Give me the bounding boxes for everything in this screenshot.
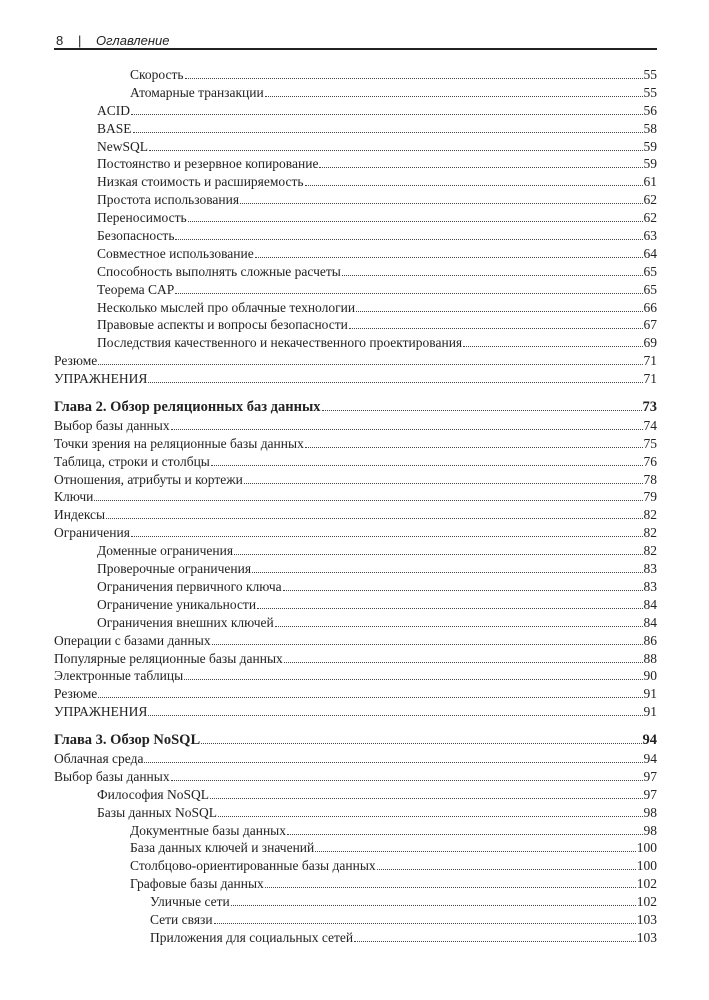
toc-entry-page: 84	[643, 614, 657, 630]
dot-leader	[98, 364, 642, 365]
toc-entry[interactable]	[54, 560, 657, 578]
dot-leader	[284, 662, 643, 663]
toc-entry-page: 82	[643, 525, 657, 541]
dot-leader	[234, 554, 642, 555]
toc-entry-title: Глава 3. Обзор NoSQL	[54, 732, 201, 749]
dot-leader	[171, 429, 643, 430]
toc-entry-page: 76	[643, 453, 657, 469]
toc-entry-title: Ограничения первичного ключа	[97, 578, 282, 594]
toc-entry[interactable]	[54, 614, 657, 632]
toc-entry-page: 83	[643, 561, 657, 577]
toc-entry-page: 100	[636, 840, 657, 856]
dot-leader	[188, 221, 643, 222]
toc-entry-title: Безопасность	[97, 228, 175, 244]
dot-leader	[257, 608, 642, 609]
toc-entry-title: Отношения, атрибуты и кортежи	[54, 471, 243, 487]
toc-entry-page: 103	[636, 929, 657, 945]
toc-entry-page: 82	[643, 543, 657, 559]
toc-entry-title: Таблица, строки и столбцы	[54, 453, 210, 469]
dot-leader	[287, 834, 643, 835]
toc-entry[interactable]	[54, 435, 657, 453]
toc-entry-page: 73	[642, 399, 657, 416]
toc-entry-title: Постоянство и резервное копирование	[97, 156, 319, 172]
toc-entry-title: Сети связи	[150, 911, 213, 927]
toc-entry[interactable]	[54, 370, 657, 388]
toc-entry-title: Выбор базы данных	[54, 768, 170, 784]
toc-chapter-entry[interactable]	[54, 732, 657, 750]
toc-entry[interactable]	[54, 173, 657, 191]
toc-entry-page: 55	[643, 84, 657, 100]
toc-entry-page: 98	[643, 804, 657, 820]
dot-leader	[106, 518, 642, 519]
toc-entry[interactable]	[54, 191, 657, 209]
toc-entry-page: 65	[643, 263, 657, 279]
toc-entry-page: 94	[642, 732, 657, 749]
dot-leader	[210, 798, 642, 799]
toc-entry[interactable]	[54, 875, 657, 893]
dot-leader	[201, 743, 641, 744]
toc-entry[interactable]	[54, 804, 657, 822]
dot-leader	[342, 275, 643, 276]
toc-entry-page: 63	[643, 228, 657, 244]
toc-entry-page: 82	[643, 507, 657, 523]
toc-entry[interactable]	[54, 768, 657, 786]
toc-entry[interactable]	[54, 281, 657, 299]
toc-entry-title: Теорема CAP	[97, 281, 175, 297]
toc-entry[interactable]	[54, 299, 657, 317]
toc-chapter-entry[interactable]	[54, 399, 657, 417]
dot-leader	[356, 311, 642, 312]
toc-entry-title: Уличные сети	[150, 894, 230, 910]
toc-entry-page: 56	[643, 102, 657, 118]
toc-entry[interactable]	[54, 417, 657, 435]
toc-entry-title: Ограничения	[54, 525, 130, 541]
toc-entry-page: 62	[643, 210, 657, 226]
toc-entry-page: 67	[643, 317, 657, 333]
toc-entry-page: 98	[643, 822, 657, 838]
dot-leader	[305, 447, 643, 448]
toc-entry-page: 64	[643, 245, 657, 261]
toc-entry-title: Графовые базы данных	[130, 876, 264, 892]
toc-entry-title: Ключи	[54, 489, 94, 505]
toc-entry-title: NewSQL	[97, 138, 148, 154]
toc-entry-page: 86	[643, 632, 657, 648]
toc-entry[interactable]	[54, 596, 657, 614]
dot-leader	[283, 590, 643, 591]
toc-entry-title: Базы данных NoSQL	[97, 804, 218, 820]
toc-entry-page: 75	[643, 435, 657, 451]
dot-leader	[218, 816, 642, 817]
toc-entry-page: 58	[643, 120, 657, 136]
toc-entry-page: 61	[643, 174, 657, 190]
dot-leader	[149, 150, 643, 151]
toc-entry-page: 65	[643, 281, 657, 297]
header-rule	[54, 48, 657, 50]
toc-entry-title: Переносимость	[97, 210, 187, 226]
toc-entry[interactable]	[54, 893, 657, 911]
dot-leader	[171, 780, 643, 781]
dot-leader	[463, 346, 642, 347]
toc-entry-title: Индексы	[54, 507, 106, 523]
toc-entry[interactable]	[54, 506, 657, 524]
toc-entry-title: База данных ключей и значений	[130, 840, 315, 856]
toc-entry[interactable]	[54, 524, 657, 542]
dot-leader	[265, 96, 643, 97]
page-number: 8	[56, 33, 64, 48]
toc-entry-title: Низкая стоимость и расширяемость	[97, 174, 304, 190]
dot-leader	[133, 132, 643, 133]
page-header	[54, 33, 657, 50]
toc-entry[interactable]	[54, 66, 657, 84]
toc-entry[interactable]	[54, 471, 657, 489]
toc-entry[interactable]	[54, 667, 657, 685]
toc-entry[interactable]	[54, 227, 657, 245]
toc-entry-title: Атомарные транзакции	[130, 84, 264, 100]
toc-entry[interactable]	[54, 911, 657, 929]
toc-entry[interactable]	[54, 453, 657, 471]
toc-entry-title: Операции с базами данных	[54, 632, 211, 648]
dot-leader	[184, 679, 642, 680]
dot-leader	[322, 410, 642, 411]
dot-leader	[275, 626, 643, 627]
toc-entry-page: 102	[636, 894, 657, 910]
toc-entry[interactable]	[54, 650, 657, 668]
toc-entry-page: 78	[643, 471, 657, 487]
toc-entry[interactable]	[54, 102, 657, 120]
toc-entry-page: 97	[643, 768, 657, 784]
toc-entry[interactable]	[54, 839, 657, 857]
table-of-contents	[54, 66, 657, 947]
toc-entry-page: 84	[643, 596, 657, 612]
toc-entry-title: Скорость	[130, 67, 184, 82]
toc-entry-title: Глава 2. Обзор реляционных баз данных	[54, 399, 321, 416]
toc-entry-title: Документные базы данных	[130, 822, 286, 838]
toc-entry-title: Простота использования	[97, 192, 240, 208]
dot-leader	[94, 500, 642, 501]
toc-entry-page: 90	[643, 668, 657, 684]
toc-entry-title: УПРАЖНЕНИЯ	[54, 371, 148, 387]
toc-entry[interactable]	[54, 245, 657, 263]
toc-entry-title: Способность выполнять сложные расчеты	[97, 263, 341, 279]
header-separator: |	[78, 33, 82, 48]
toc-entry-page: 71	[643, 353, 657, 369]
toc-entry[interactable]	[54, 786, 657, 804]
toc-entry[interactable]	[54, 750, 657, 768]
toc-entry-title: Несколько мыслей про облачные технологии	[97, 299, 356, 315]
dot-leader	[131, 536, 643, 537]
toc-entry[interactable]	[54, 316, 657, 334]
toc-entry[interactable]	[54, 578, 657, 596]
toc-entry-page: 102	[636, 876, 657, 892]
toc-entry[interactable]	[54, 929, 657, 947]
toc-entry-title: Облачная среда	[54, 750, 144, 766]
toc-entry-page: 91	[643, 704, 657, 720]
toc-entry-page: 100	[636, 858, 657, 874]
toc-entry-title: Выбор базы данных	[54, 417, 170, 433]
toc-entry[interactable]	[54, 334, 657, 352]
toc-entry[interactable]	[54, 352, 657, 370]
toc-entry-title: Электронные таблицы	[54, 668, 184, 684]
toc-entry-title: Совместное использование	[97, 245, 254, 261]
toc-entry[interactable]	[54, 703, 657, 721]
toc-entry[interactable]	[54, 263, 657, 281]
dot-leader	[211, 465, 643, 466]
dot-leader	[175, 293, 642, 294]
dot-leader	[231, 905, 636, 906]
dot-leader	[377, 869, 636, 870]
dot-leader	[255, 257, 643, 258]
toc-entry-page: 55	[643, 67, 657, 82]
dot-leader	[175, 239, 642, 240]
toc-entry[interactable]	[54, 632, 657, 650]
toc-entry-title: Правовые аспекты и вопросы безопасности	[97, 317, 348, 333]
toc-entry[interactable]	[54, 822, 657, 840]
dot-leader	[252, 572, 642, 573]
toc-entry-title: Резюме	[54, 686, 98, 702]
toc-entry-page: 62	[643, 192, 657, 208]
toc-entry-title: Ограничение уникальности	[97, 596, 257, 612]
dot-leader	[244, 483, 643, 484]
dot-leader	[240, 203, 642, 204]
toc-entry[interactable]	[54, 155, 657, 173]
dot-leader	[315, 851, 635, 852]
toc-entry-title: Приложения для социальных сетей	[150, 929, 354, 945]
dot-leader	[305, 185, 643, 186]
toc-entry-title: Точки зрения на реляционные базы данных	[54, 435, 304, 451]
toc-entry-page: 59	[643, 138, 657, 154]
toc-entry-title: УПРАЖНЕНИЯ	[54, 704, 148, 720]
toc-entry-title: Последствия качественного и некачественного проектирования	[97, 335, 463, 351]
toc-entry-page: 97	[643, 786, 657, 802]
toc-entry[interactable]	[54, 542, 657, 560]
toc-entry-title: ACID	[97, 102, 130, 118]
toc-entry-page: 88	[643, 650, 657, 666]
dot-leader	[319, 167, 642, 168]
dot-leader	[131, 114, 643, 115]
running-title: Оглавление	[96, 33, 170, 48]
toc-entry-page: 94	[643, 750, 657, 766]
toc-entry-title: Резюме	[54, 353, 98, 369]
toc-entry-title: BASE	[97, 120, 132, 136]
toc-entry-page: 103	[636, 911, 657, 927]
toc-entry-title: Популярные реляционные базы данных	[54, 650, 283, 666]
toc-entry[interactable]	[54, 138, 657, 156]
toc-entry-title: Проверочные ограничения	[97, 561, 252, 577]
toc-entry-title: Философия NoSQL	[97, 786, 210, 802]
toc-entry-title: Столбцово-ориентированные базы данных	[130, 858, 376, 874]
toc-entry-page: 66	[643, 299, 657, 315]
toc-entry[interactable]	[54, 120, 657, 138]
toc-entry[interactable]	[54, 488, 657, 506]
toc-entry[interactable]	[54, 857, 657, 875]
dot-leader	[212, 644, 643, 645]
dot-leader	[148, 382, 642, 383]
dot-leader	[148, 715, 642, 716]
dot-leader	[265, 887, 636, 888]
toc-entry-page: 91	[643, 686, 657, 702]
toc-entry-title: Доменные ограничения	[97, 543, 234, 559]
dot-leader	[98, 697, 642, 698]
toc-entry[interactable]	[54, 84, 657, 102]
toc-entry-page: 59	[643, 156, 657, 172]
toc-entry-page: 69	[643, 335, 657, 351]
toc-entry-page: 83	[643, 578, 657, 594]
toc-entry[interactable]	[54, 685, 657, 703]
toc-entry-title: Ограничения внешних ключей	[97, 614, 274, 630]
dot-leader	[349, 328, 643, 329]
dot-leader	[214, 923, 636, 924]
toc-entry-page: 74	[643, 417, 657, 433]
dot-leader	[144, 762, 642, 763]
toc-entry-page: 71	[643, 371, 657, 387]
dot-leader	[354, 941, 636, 942]
toc-entry[interactable]	[54, 209, 657, 227]
dot-leader	[185, 78, 643, 79]
toc-entry-page: 79	[643, 489, 657, 505]
